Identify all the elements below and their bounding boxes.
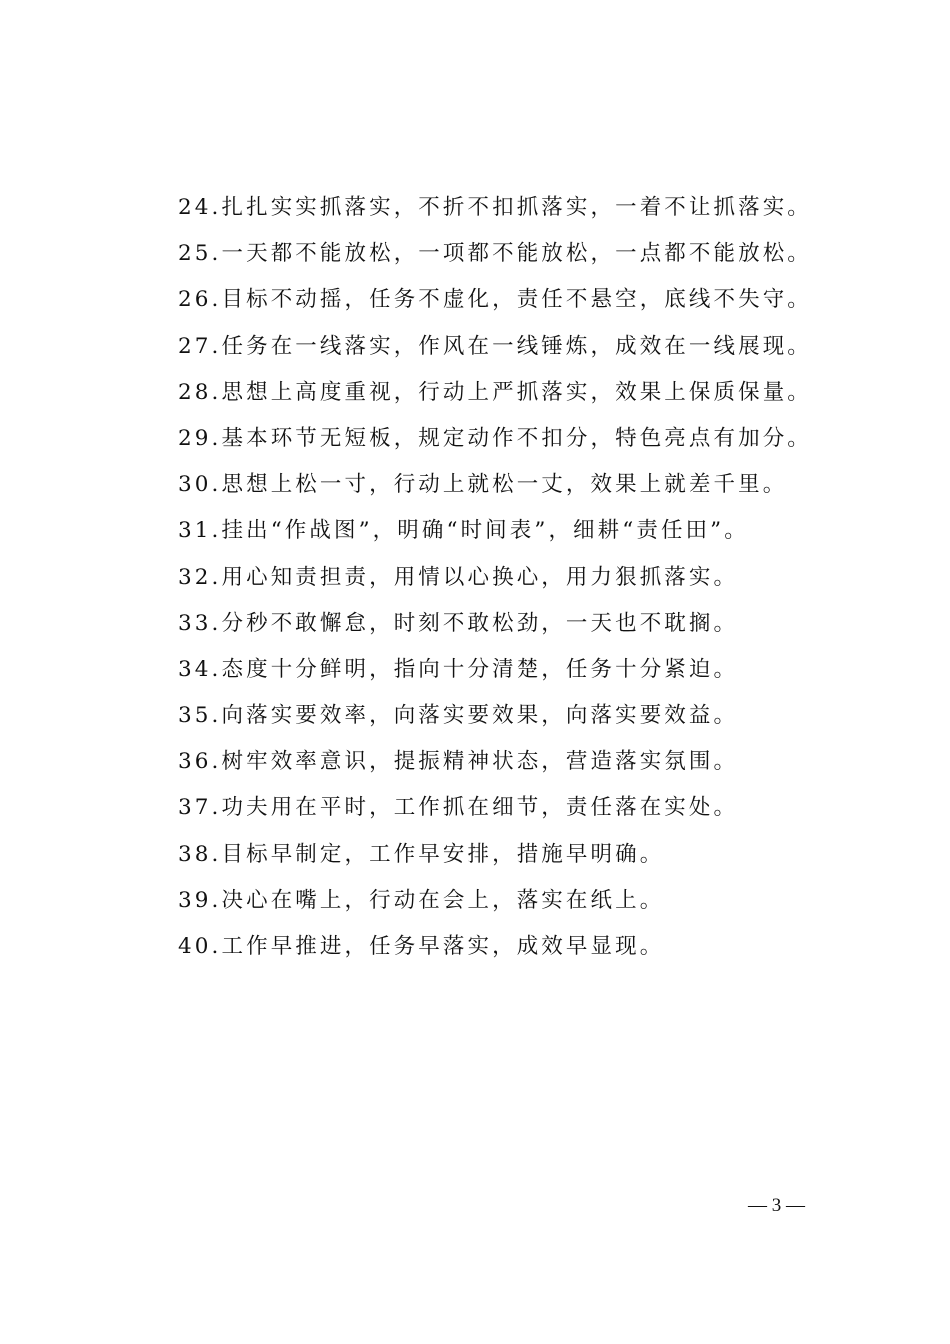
list-item: 33.分秒不敢懈怠，时刻不敢松劲，一天也不耽搁。 [178, 610, 739, 636]
list-item: 28.思想上高度重视，行动上严抓落实，效果上保质保量。 [178, 379, 812, 405]
list-item: 30.思想上松一寸，行动上就松一丈，效果上就差千里。 [178, 472, 788, 498]
list-item: 27.任务在一线落实，作风在一线锤炼，成效在一线展现。 [178, 333, 812, 359]
list-item: 36.树牢效率意识，提振精神状态，营造落实氛围。 [178, 749, 739, 775]
numbered-list [178, 188, 828, 973]
list-item: 24.扎扎实实抓落实，不折不扣抓落实，一着不让抓落实。 [178, 195, 812, 220]
list-item: 40.工作早推进，任务早落实，成效早显现。 [178, 934, 665, 959]
list-item: 37.功夫用在平时，工作抓在细节，责任落在实处。 [178, 795, 739, 821]
list-item: 39.决心在嘴上，行动在会上，落实在纸上。 [178, 887, 665, 913]
list-item: 34.态度十分鲜明，指向十分清楚，任务十分紧迫。 [178, 656, 739, 682]
list-item: 26.目标不动摇，任务不虚化，责任不悬空，底线不失守。 [178, 287, 812, 313]
list-item: 32.用心知责担责，用情以心换心，用力狠抓落实。 [178, 564, 739, 590]
page-number: — 3 — [748, 1195, 805, 1216]
list-item: 25.一天都不能放松，一项都不能放松，一点都不能放松。 [178, 241, 812, 267]
list-item: 38.目标早制定，工作早安排，措施早明确。 [178, 841, 665, 867]
list-item: 31.挂出“作战图”，明确“时间表”，细耕“责任田”。 [178, 518, 749, 544]
list-item: 29.基本环节无短板，规定动作不扣分，特色亮点有加分。 [178, 425, 812, 451]
list-item: 35.向落实要效率，向落实要效果，向落实要效益。 [178, 703, 739, 729]
